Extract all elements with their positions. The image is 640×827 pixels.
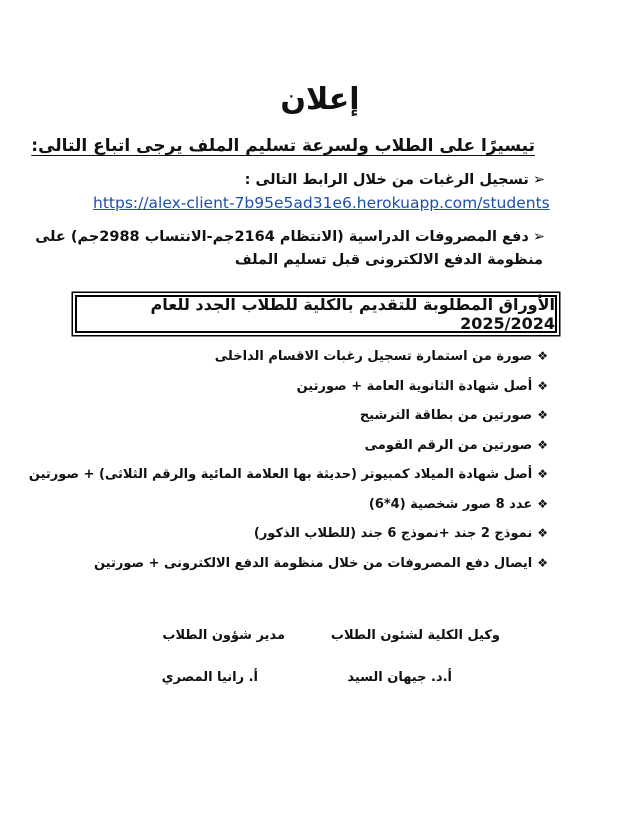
diamond-bullet-icon: ❖ xyxy=(537,467,548,481)
diamond-bullet-icon: ❖ xyxy=(537,496,548,511)
diamond-bullet-icon: ❖ xyxy=(537,555,548,570)
arrow-check-icon: ➢ xyxy=(532,172,545,188)
vice-dean-title: وكيل الكلية لشئون الطلاب xyxy=(330,628,500,643)
list-item: ❖صورتين من الرقم القومى xyxy=(364,437,548,453)
instruction-payment-continued: منظومة الدفع الالكترونى قبل تسليم الملف xyxy=(234,252,543,268)
list-item: ❖أصل شهادة الميلاد كمبيوتر (حديثة بها العلامة المائية والرقم الثلاثى) + صورتين xyxy=(28,467,548,482)
registration-link[interactable]: https://alex-client-7b95e5ad31e6.herokuapp.com/students xyxy=(93,194,550,212)
diamond-bullet-icon: ❖ xyxy=(537,349,548,363)
list-item: ❖صورتين من بطاقة الترشيح xyxy=(359,408,548,423)
list-item: ❖عدد 8 صور شخصية (4*6) xyxy=(368,496,548,512)
list-item: ❖صورة من استمارة تسجيل رغبات الاقسام الداخلى xyxy=(214,349,548,364)
director-title: مدير شؤون الطلاب xyxy=(162,628,285,643)
subtitle: تيسيرًا على الطلاب ولسرعة تسليم الملف يرجى اتباع التالى: xyxy=(31,136,535,156)
diamond-bullet-icon: ❖ xyxy=(537,526,548,540)
instruction-registration-text: تسجيل الرغبات من خلال الرابط التالى : xyxy=(244,172,529,188)
vice-dean-name: أ.د. جيهان السيد xyxy=(347,670,452,685)
diamond-bullet-icon: ❖ xyxy=(537,408,548,422)
requirements-list xyxy=(29,346,548,582)
list-item: ❖نموذج 2 جند +نموذج 6 جند (للطلاب الذكور) xyxy=(253,526,548,541)
instruction-payment-text: دفع المصروفات الدراسية (الانتظام 2164جم-الانتساب 2988جم) على xyxy=(35,229,529,245)
diamond-bullet-icon: ❖ xyxy=(537,378,548,393)
instruction-payment xyxy=(35,229,545,245)
required-documents-heading: الأوراق المطلوبة للتقديم بالكلية للطلاب الجدد للعام 2025/2024 xyxy=(75,295,557,333)
list-item: ❖أصل شهادة الثانوية العامة + صورتين xyxy=(296,378,548,394)
arrow-check-icon: ➢ xyxy=(532,229,545,245)
page-title: إعلان xyxy=(280,82,360,117)
diamond-bullet-icon: ❖ xyxy=(537,437,548,452)
director-name: أ. رانيا المصري xyxy=(161,670,258,685)
instruction-registration xyxy=(245,172,545,188)
list-item: ❖ايصال دفع المصروفات من خلال منظومة الدفع الالكترونى + صورتين xyxy=(93,555,548,571)
